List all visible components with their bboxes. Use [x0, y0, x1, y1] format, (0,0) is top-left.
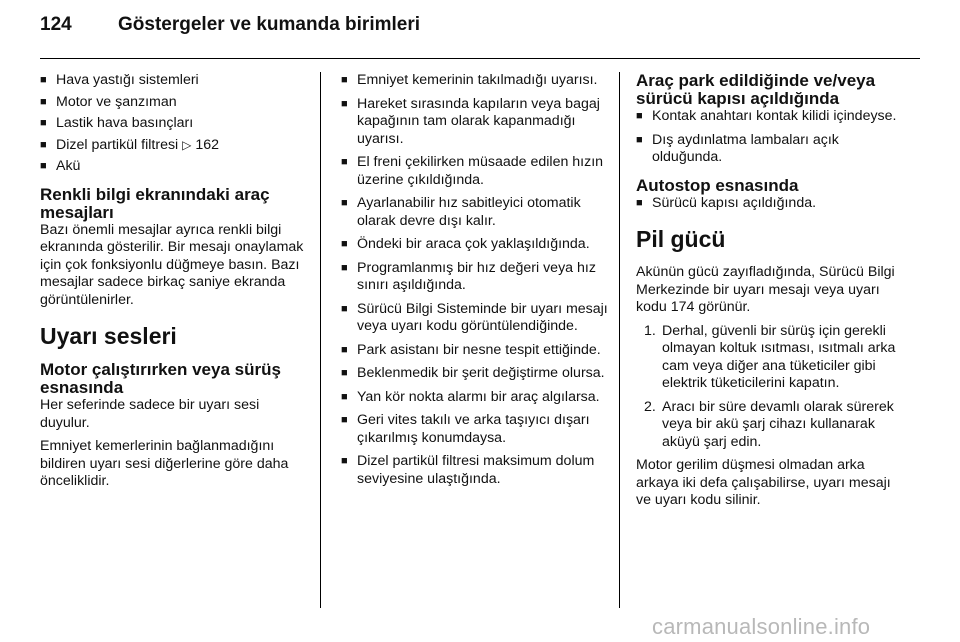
list-item: ■ Sürücü kapısı açıldığında.	[636, 195, 908, 213]
list-item: ■ Kontak anahtarı kontak kilidi içindeyse.	[636, 108, 908, 126]
list-item: ■ Yan kör nokta alarmı bir araç algılarsa.	[341, 389, 609, 407]
parked-list	[636, 108, 908, 167]
topic-list	[40, 72, 312, 176]
steps-list	[636, 323, 908, 452]
section-heading: Autostop esnasında	[636, 175, 799, 195]
page-ref-link[interactable]: 162	[195, 136, 220, 153]
list-item: ■ Hareket sırasında kapıların veya bagaj kapağının tam olarak kapanmadığı uyarısı.	[341, 96, 609, 149]
list-item: ■ Dizel partikül filtresi maksimum dolum seviyesine ulaştığında.	[341, 453, 609, 488]
column-1	[40, 72, 312, 497]
step-number: 1.	[644, 322, 656, 339]
header-rule	[40, 58, 920, 59]
list-item-label: Dizel partikül filtresi	[56, 136, 179, 153]
page-header	[40, 14, 420, 44]
list-item: ■ Emniyet kemerinin takılmadığı uyarısı.	[341, 72, 609, 90]
page-number: 124	[40, 14, 72, 35]
list-item: ■ El freni çekilirken müsaade edilen hızın üzerine çıkıldığında.	[341, 154, 609, 189]
warning-list	[341, 72, 609, 488]
list-item: ■ Dış aydınlatma lambaları açık olduğunda.	[636, 132, 908, 167]
section-heading: Renkli bilgi ekranındaki araç mesajları	[40, 184, 270, 222]
list-item: ■ Sürücü Bilgi Sisteminde bir uyarı mesajı veya uyarı kodu görüntülendiğinde.	[341, 301, 609, 336]
list-item: ■ Programlanmış bir hız değeri veya hız sınırı aşıldığında.	[341, 260, 609, 295]
step-text: Derhal, güvenli bir sürüş için gerekli olmayan koltuk ısıtması, ısıtmalı arka cam veya diğer ana tüketiciler gibi elektrik tüketicilerini kapatın.	[662, 322, 896, 391]
list-item: ■ Motor ve şanzıman	[40, 94, 312, 112]
paragraph: Akünün gücü zayıfladığında, Sürücü Bilgi Merkezinde bir uyarı mesajı veya uyarı kodu 174 görünür.	[636, 264, 895, 315]
column-divider	[619, 72, 620, 608]
step-number: 2.	[644, 398, 656, 415]
list-item: ■ Geri vites takılı ve arka taşıyıcı dışarı çıkarılmış konumdaysa.	[341, 412, 609, 447]
step-text: Aracı bir süre devamlı olarak sürerek veya bir akü şarj cihazı kullanarak aküyü şarj edin.	[662, 398, 894, 450]
list-item	[636, 399, 908, 452]
section-heading: Motor çalıştırırken veya sürüş esnasında	[40, 360, 281, 397]
page-title: Göstergeler ve kumanda birimleri	[118, 14, 421, 35]
paragraph: Motor gerilim düşmesi olmadan arka arkaya iki defa çalışabilirse, uyarı mesajı ve uyarı kodu silinir.	[636, 457, 891, 508]
list-item: ■ Park asistanı bir nesne tespit ettiğinde.	[341, 342, 609, 360]
list-item	[40, 137, 312, 155]
list-item: ■ Lastik hava basınçları	[40, 115, 312, 133]
paragraph: Bazı önemli mesajlar ayrıca renkli bilgi ekranında gösterilir. Bir mesajı onaylamak için çok fonksiyonlu düğmeye basın. Bazı mesajlar sadece birkaç saniye ekranda görüntülenirler.	[40, 221, 304, 308]
list-item: ■ Ayarlanabilir hız sabitleyici otomatik olarak devre dışı kalır.	[341, 195, 609, 230]
chapter-heading: Pil gücü	[636, 226, 726, 252]
list-item: ■ Akü	[40, 158, 312, 176]
autostop-list	[636, 195, 908, 213]
column-divider	[320, 72, 321, 608]
paragraph: Her seferinde sadece bir uyarı sesi duyulur.	[40, 397, 260, 431]
list-item: ■ Öndeki bir araca çok yaklaşıldığında.	[341, 236, 609, 254]
page-ref-arrow-icon: ▷	[182, 137, 192, 152]
chapter-heading: Uyarı sesleri	[40, 323, 177, 349]
list-item	[636, 323, 908, 393]
list-item: ■ Hava yastığı sistemleri	[40, 72, 312, 90]
list-item: ■ Beklenmedik bir şerit değiştirme olursa.	[341, 365, 609, 383]
watermark: carmanualsonline.info	[652, 614, 871, 639]
paragraph: Emniyet kemerlerinin bağlanmadığını bildiren uyarı sesi diğerlerine göre daha önceliklidir.	[40, 438, 289, 489]
column-2	[341, 72, 609, 494]
section-heading: Araç park edildiğinde ve/veya sürücü kapısı açıldığında	[636, 71, 876, 108]
column-3	[636, 72, 908, 516]
